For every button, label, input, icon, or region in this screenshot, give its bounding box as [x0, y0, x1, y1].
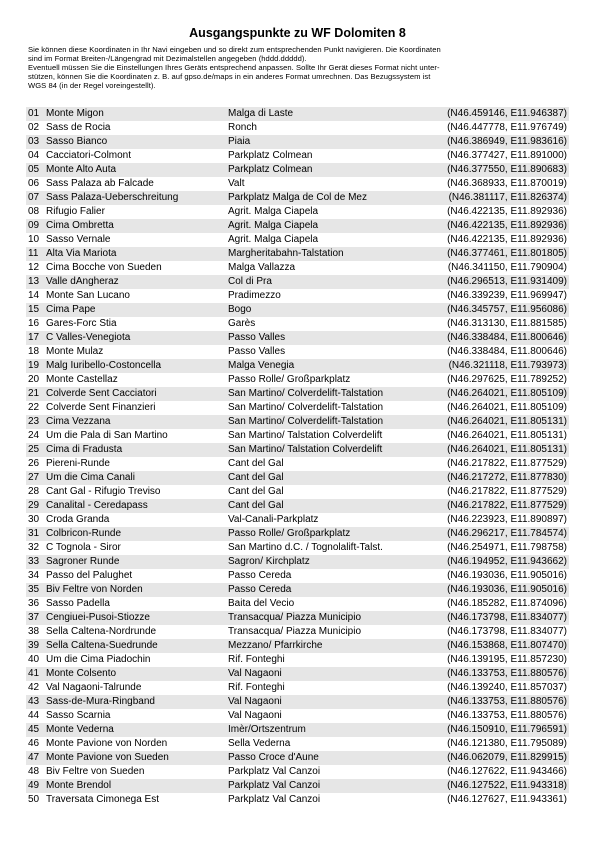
starting-point: Cant del Gal — [228, 457, 425, 471]
coordinates: (N46.297625, E11.789252) — [425, 373, 569, 387]
starting-point: Agrit. Malga Ciapela — [228, 233, 425, 247]
table-row — [26, 653, 569, 667]
starting-point: Transacqua/ Piazza Municipio — [228, 611, 425, 625]
row-number: 21 — [26, 387, 46, 401]
page-title: Ausgangspunkte zu WF Dolomiten 8 — [189, 26, 406, 40]
intro-line: sind im Format Breiten-/Längengrad mit Dezimalstellen angegeben (hddd.ddddd). — [28, 54, 307, 64]
route-name: Val Nagaoni-Talrunde — [46, 681, 228, 695]
table-row — [26, 751, 569, 765]
table-row — [26, 667, 569, 681]
row-number: 16 — [26, 317, 46, 331]
row-number: 44 — [26, 709, 46, 723]
coordinates: (N46.381117, E11.826374) — [425, 191, 569, 205]
starting-point: Margheritabahn-Talstation — [228, 247, 425, 261]
route-name: Um die Cima Piadochin — [46, 653, 228, 667]
table-row — [26, 765, 569, 779]
row-number: 11 — [26, 247, 46, 261]
row-number: 17 — [26, 331, 46, 345]
table-row — [26, 541, 569, 555]
route-name: Cima di Fradusta — [46, 443, 228, 457]
starting-point: Parkplatz Val Canzoi — [228, 765, 425, 779]
table-row — [26, 415, 569, 429]
coordinates: (N46.368933, E11.870019) — [425, 177, 569, 191]
table-row — [26, 527, 569, 541]
table-row — [26, 695, 569, 709]
row-number: 33 — [26, 555, 46, 569]
table-row — [26, 639, 569, 653]
row-number: 20 — [26, 373, 46, 387]
route-name: Monte San Lucano — [46, 289, 228, 303]
route-name: Monte Mulaz — [46, 345, 228, 359]
route-name: Sasso Scarnia — [46, 709, 228, 723]
row-number: 49 — [26, 779, 46, 793]
table-row — [26, 779, 569, 793]
table-row — [26, 569, 569, 583]
starting-point: Sagron/ Kirchplatz — [228, 555, 425, 569]
row-number: 14 — [26, 289, 46, 303]
coordinates: (N46.341150, E11.790904) — [425, 261, 569, 275]
starting-point: San Martino/ Colverdelift-Talstation — [228, 387, 425, 401]
table-row — [26, 107, 569, 121]
row-number: 02 — [26, 121, 46, 135]
row-number: 15 — [26, 303, 46, 317]
coordinates: (N46.150910, E11.796591) — [425, 723, 569, 737]
intro-line: stützen, können Sie die Koordinaten z. B. auf gpso.de/maps in ein anderes Format umrechnen. Das Bezugssystem ist — [28, 72, 431, 82]
row-number: 47 — [26, 751, 46, 765]
starting-points-table — [26, 107, 569, 807]
route-name: Sella Caltena-Suedrunde — [46, 639, 228, 653]
coordinates: (N46.338484, E11.800646) — [425, 345, 569, 359]
table-row — [26, 247, 569, 261]
starting-point: San Martino/ Talstation Colverdelift — [228, 443, 425, 457]
row-number: 32 — [26, 541, 46, 555]
coordinates: (N46.459146, E11.946387) — [425, 107, 569, 121]
table-row — [26, 737, 569, 751]
table-row — [26, 793, 569, 807]
table-row — [26, 317, 569, 331]
route-name: Sella Caltena-Nordrunde — [46, 625, 228, 639]
coordinates: (N46.217272, E11.877830) — [425, 471, 569, 485]
row-number: 30 — [26, 513, 46, 527]
starting-point: Val Nagaoni — [228, 667, 425, 681]
coordinates: (N46.217822, E11.877529) — [425, 485, 569, 499]
table-row — [26, 289, 569, 303]
starting-point: Garès — [228, 317, 425, 331]
route-name: Malg Iuribello-Costoncella — [46, 359, 228, 373]
coordinates: (N46.139240, E11.857037) — [425, 681, 569, 695]
coordinates: (N46.422135, E11.892936) — [425, 233, 569, 247]
coordinates: (N46.217822, E11.877529) — [425, 457, 569, 471]
starting-point: Cant del Gal — [228, 471, 425, 485]
starting-point: Passo Croce d'Aune — [228, 751, 425, 765]
table-row — [26, 443, 569, 457]
route-name: Colverde Sent Finanzieri — [46, 401, 228, 415]
coordinates: (N46.133753, E11.880576) — [425, 695, 569, 709]
row-number: 07 — [26, 191, 46, 205]
table-row — [26, 387, 569, 401]
coordinates: (N46.194952, E11.943662) — [425, 555, 569, 569]
route-name: Um die Pala di San Martino — [46, 429, 228, 443]
route-name: Monte Colsento — [46, 667, 228, 681]
starting-point: Sella Vederna — [228, 737, 425, 751]
route-name: C Tognola - Siror — [46, 541, 228, 555]
table-row — [26, 233, 569, 247]
starting-point: Val Nagaoni — [228, 709, 425, 723]
route-name: Valle dAngheraz — [46, 275, 228, 289]
row-number: 12 — [26, 261, 46, 275]
row-number: 10 — [26, 233, 46, 247]
starting-point: Passo Rolle/ Großparkplatz — [228, 373, 425, 387]
row-number: 36 — [26, 597, 46, 611]
starting-point: Cant del Gal — [228, 499, 425, 513]
row-number: 34 — [26, 569, 46, 583]
route-name: Rifugio Falier — [46, 205, 228, 219]
table-row — [26, 709, 569, 723]
table-row — [26, 261, 569, 275]
table-row — [26, 499, 569, 513]
route-name: Monte Pavione von Sueden — [46, 751, 228, 765]
table-row — [26, 177, 569, 191]
row-number: 48 — [26, 765, 46, 779]
route-name: Biv Feltre von Norden — [46, 583, 228, 597]
coordinates: (N46.264021, E11.805131) — [425, 443, 569, 457]
route-name: Traversata Cimonega Est — [46, 793, 228, 807]
starting-point: San Martino/ Colverdelift-Talstation — [228, 415, 425, 429]
route-name: Sass-de-Mura-Ringband — [46, 695, 228, 709]
table-row — [26, 345, 569, 359]
route-name: Biv Feltre von Sueden — [46, 765, 228, 779]
row-number: 35 — [26, 583, 46, 597]
route-name: Cacciatori-Colmont — [46, 149, 228, 163]
coordinates: (N46.217822, E11.877529) — [425, 499, 569, 513]
coordinates: (N46.422135, E11.892936) — [425, 205, 569, 219]
route-name: Sasso Padella — [46, 597, 228, 611]
coordinates: (N46.173798, E11.834077) — [425, 611, 569, 625]
row-number: 31 — [26, 527, 46, 541]
table-row — [26, 163, 569, 177]
row-number: 43 — [26, 695, 46, 709]
route-name: Cima Ombretta — [46, 219, 228, 233]
coordinates: (N46.264021, E11.805109) — [425, 401, 569, 415]
starting-point: Col di Pra — [228, 275, 425, 289]
starting-point: San Martino/ Talstation Colverdelift — [228, 429, 425, 443]
route-name: Cant Gal - Rifugio Treviso — [46, 485, 228, 499]
starting-point: Malga Vallazza — [228, 261, 425, 275]
route-name: Sass Palaza ab Falcade — [46, 177, 228, 191]
starting-point: Passo Cereda — [228, 583, 425, 597]
row-number: 42 — [26, 681, 46, 695]
coordinates: (N46.321118, E11.793973) — [425, 359, 569, 373]
table-row — [26, 555, 569, 569]
row-number: 40 — [26, 653, 46, 667]
route-name: Um die Cima Canali — [46, 471, 228, 485]
intro-line: WGS 84 (in der Regel voreingestellt). — [28, 81, 156, 91]
coordinates: (N46.173798, E11.834077) — [425, 625, 569, 639]
table-body — [26, 107, 569, 807]
route-name: Gares-Forc Stia — [46, 317, 228, 331]
coordinates: (N46.377550, E11.890683) — [425, 163, 569, 177]
coordinates: (N46.386949, E11.983616) — [425, 135, 569, 149]
table-row — [26, 149, 569, 163]
starting-point: Parkplatz Colmean — [228, 149, 425, 163]
coordinates: (N46.377427, E11.891000) — [425, 149, 569, 163]
table-row — [26, 583, 569, 597]
coordinates: (N46.377461, E11.801805) — [425, 247, 569, 261]
starting-point: Imèr/Ortszentrum — [228, 723, 425, 737]
table-row — [26, 513, 569, 527]
route-name: Colverde Sent Cacciatori — [46, 387, 228, 401]
starting-point: San Martino/ Colverdelift-Talstation — [228, 401, 425, 415]
starting-point: Ronch — [228, 121, 425, 135]
starting-point: Cant del Gal — [228, 485, 425, 499]
table-row — [26, 135, 569, 149]
table-row — [26, 401, 569, 415]
coordinates: (N46.193036, E11.905016) — [425, 583, 569, 597]
starting-point: Parkplatz Val Canzoi — [228, 779, 425, 793]
starting-point: Rif. Fonteghi — [228, 681, 425, 695]
table-row — [26, 303, 569, 317]
coordinates: (N46.139195, E11.857230) — [425, 653, 569, 667]
row-number: 06 — [26, 177, 46, 191]
route-name: Monte Pavione von Norden — [46, 737, 228, 751]
coordinates: (N46.296513, E11.931409) — [425, 275, 569, 289]
route-name: Alta Via Mariota — [46, 247, 228, 261]
row-number: 46 — [26, 737, 46, 751]
table-row — [26, 359, 569, 373]
coordinates: (N46.345757, E11.956086) — [425, 303, 569, 317]
row-number: 45 — [26, 723, 46, 737]
route-name: Monte Castellaz — [46, 373, 228, 387]
starting-point: Piaia — [228, 135, 425, 149]
starting-point: Passo Rolle/ Großparkplatz — [228, 527, 425, 541]
row-number: 03 — [26, 135, 46, 149]
row-number: 38 — [26, 625, 46, 639]
coordinates: (N46.062079, E11.829915) — [425, 751, 569, 765]
row-number: 01 — [26, 107, 46, 121]
starting-point: Agrit. Malga Ciapela — [228, 219, 425, 233]
row-number: 24 — [26, 429, 46, 443]
row-number: 05 — [26, 163, 46, 177]
coordinates: (N46.338484, E11.800646) — [425, 331, 569, 345]
coordinates: (N46.193036, E11.905016) — [425, 569, 569, 583]
row-number: 25 — [26, 443, 46, 457]
row-number: 37 — [26, 611, 46, 625]
coordinates: (N46.264021, E11.805109) — [425, 387, 569, 401]
route-name: Cima Bocche von Sueden — [46, 261, 228, 275]
starting-point: Baita del Vecio — [228, 597, 425, 611]
intro-line: Sie können diese Koordinaten in Ihr Navi eingeben und so direkt zum entsprechenden Punkt navigieren. Die Koordinaten — [28, 45, 441, 54]
route-name: Sagroner Runde — [46, 555, 228, 569]
route-name: Canalital - Ceredapass — [46, 499, 228, 513]
row-number: 08 — [26, 205, 46, 219]
route-name: Sasso Bianco — [46, 135, 228, 149]
route-name: Piereni-Runde — [46, 457, 228, 471]
coordinates: (N46.127622, E11.943466) — [425, 765, 569, 779]
route-name: Croda Granda — [46, 513, 228, 527]
starting-point: Val Nagaoni — [228, 695, 425, 709]
coordinates: (N46.121380, E11.795089) — [425, 737, 569, 751]
row-number: 28 — [26, 485, 46, 499]
starting-point: Malga Venegia — [228, 359, 425, 373]
coordinates: (N46.422135, E11.892936) — [425, 219, 569, 233]
row-number: 04 — [26, 149, 46, 163]
starting-point: Passo Cereda — [228, 569, 425, 583]
coordinates: (N46.254971, E11.798758) — [425, 541, 569, 555]
route-name: Cima Vezzana — [46, 415, 228, 429]
table-row — [26, 121, 569, 135]
table-row — [26, 681, 569, 695]
table-row — [26, 625, 569, 639]
row-number: 18 — [26, 345, 46, 359]
table-row — [26, 429, 569, 443]
table-row — [26, 597, 569, 611]
row-number: 19 — [26, 359, 46, 373]
route-name: C Valles-Venegiota — [46, 331, 228, 345]
intro-line: Eventuell müssen Sie die Einstellungen Ihres Geräts entsprechend anpassen. Sollte Ihr Gerät dieses Format nicht unter- — [28, 63, 440, 73]
row-number: 29 — [26, 499, 46, 513]
starting-point: Bogo — [228, 303, 425, 317]
starting-point: Transacqua/ Piazza Municipio — [228, 625, 425, 639]
table-row — [26, 205, 569, 219]
row-number: 13 — [26, 275, 46, 289]
starting-point: San Martino d.C. / Tognolalift-Talst. — [228, 541, 425, 555]
coordinates: (N46.296217, E11.784574) — [425, 527, 569, 541]
table-row — [26, 611, 569, 625]
row-number: 22 — [26, 401, 46, 415]
starting-point: Agrit. Malga Ciapela — [228, 205, 425, 219]
table-row — [26, 457, 569, 471]
route-name: Sass Palaza-Ueberschreitung — [46, 191, 228, 205]
coordinates: (N46.447778, E11.976749) — [425, 121, 569, 135]
coordinates: (N46.133753, E11.880576) — [425, 667, 569, 681]
route-name: Cima Pape — [46, 303, 228, 317]
starting-point: Rif. Fonteghi — [228, 653, 425, 667]
table-row — [26, 485, 569, 499]
coordinates: (N46.264021, E11.805131) — [425, 415, 569, 429]
starting-point: Malga di Laste — [228, 107, 425, 121]
coordinates: (N46.185282, E11.874096) — [425, 597, 569, 611]
coordinates: (N46.223923, E11.890897) — [425, 513, 569, 527]
table-row — [26, 373, 569, 387]
row-number: 23 — [26, 415, 46, 429]
coordinates: (N46.127522, E11.943318) — [425, 779, 569, 793]
row-number: 50 — [26, 793, 46, 807]
starting-point: Mezzano/ Pfarrkirche — [228, 639, 425, 653]
route-name: Passo del Palughet — [46, 569, 228, 583]
coordinates: (N46.127627, E11.943361) — [425, 793, 569, 807]
table-row — [26, 723, 569, 737]
starting-point: Passo Valles — [228, 331, 425, 345]
row-number: 26 — [26, 457, 46, 471]
table-row — [26, 471, 569, 485]
row-number: 41 — [26, 667, 46, 681]
route-name: Monte Migon — [46, 107, 228, 121]
row-number: 09 — [26, 219, 46, 233]
starting-point: Passo Valles — [228, 345, 425, 359]
route-name: Monte Brendol — [46, 779, 228, 793]
route-name: Sass de Rocia — [46, 121, 228, 135]
coordinates: (N46.264021, E11.805131) — [425, 429, 569, 443]
starting-point: Val-Canali-Parkplatz — [228, 513, 425, 527]
coordinates: (N46.339239, E11.969947) — [425, 289, 569, 303]
route-name: Cengiuei-Pusoi-Stiozze — [46, 611, 228, 625]
starting-point: Parkplatz Malga de Col de Mez — [228, 191, 425, 205]
table-row — [26, 275, 569, 289]
coordinates: (N46.133753, E11.880576) — [425, 709, 569, 723]
table-row — [26, 331, 569, 345]
coordinates: (N46.313130, E11.881585) — [425, 317, 569, 331]
route-name: Monte Vederna — [46, 723, 228, 737]
starting-point: Pradimezzo — [228, 289, 425, 303]
row-number: 27 — [26, 471, 46, 485]
route-name: Monte Alto Auta — [46, 163, 228, 177]
starting-point: Parkplatz Colmean — [228, 163, 425, 177]
table-row — [26, 191, 569, 205]
starting-point: Parkplatz Val Canzoi — [228, 793, 425, 807]
table-row — [26, 219, 569, 233]
row-number: 39 — [26, 639, 46, 653]
route-name: Sasso Vernale — [46, 233, 228, 247]
starting-point: Valt — [228, 177, 425, 191]
coordinates: (N46.153868, E11.807470) — [425, 639, 569, 653]
route-name: Colbricon-Runde — [46, 527, 228, 541]
intro-text — [28, 45, 572, 90]
